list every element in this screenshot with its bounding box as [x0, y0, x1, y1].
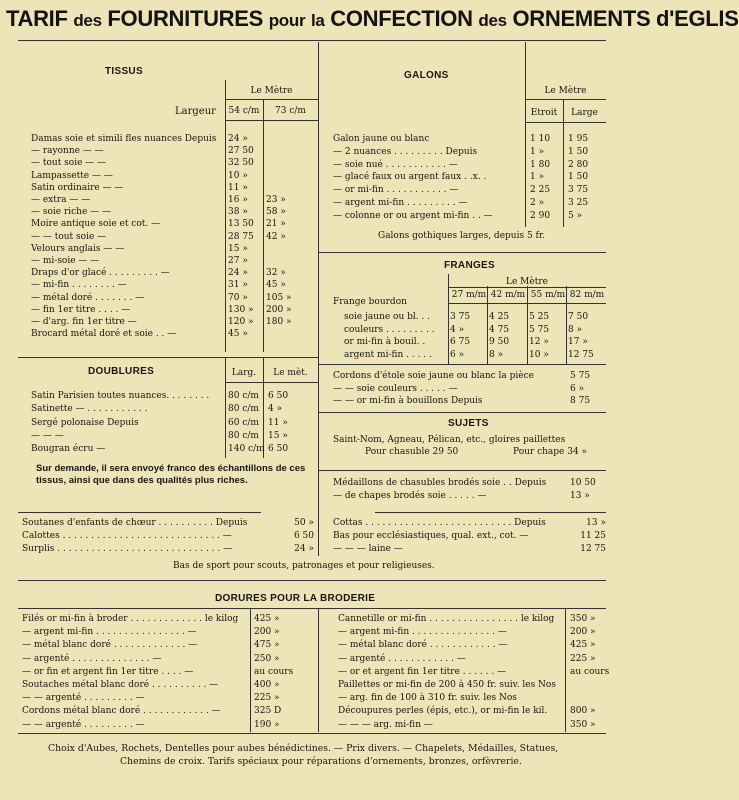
dorures-row-label: — arg. fin de 100 à 310 fr. suiv. les Nos	[338, 693, 517, 704]
franges-row-label: or mi-fin à bouil. .	[344, 337, 426, 348]
tissus-row-label: — fin 1er titre . . . . —	[31, 304, 131, 315]
doublures-row-value: 4 »	[268, 404, 283, 415]
tissus-row-value: 42 »	[266, 231, 286, 242]
dorures-row-label: — — argenté . . . . . . . . . —	[22, 693, 145, 704]
tissus-col-rule	[263, 100, 264, 352]
galons-rule	[525, 99, 606, 100]
tissus-row-value: 31 »	[228, 280, 248, 291]
franges-row-value: 5 25	[529, 312, 550, 322]
tissus-row-value: 27 50	[228, 146, 254, 157]
tissus-row-value: 58 »	[266, 207, 286, 218]
franges-col-header: 27 m/m	[451, 290, 487, 300]
dorures-row-label: — — argenté . . . . . . . . . —	[22, 719, 145, 730]
galons-row-value: 2 »	[530, 198, 545, 208]
tissus-row-value: 23 »	[266, 195, 286, 205]
tissus-row-value: 16 »	[228, 195, 248, 205]
dorures-row-label: Cordons métal blanc doré . . . . . . . . . . . . —	[22, 706, 221, 717]
section-rule	[318, 412, 606, 413]
tissus-row-value: 45 »	[228, 329, 248, 340]
dorures-row-label: Paillettes or mi-fin de 200 à 450 fr. suiv. les Nos	[338, 680, 556, 690]
galons-row-value: 1 80	[530, 159, 551, 170]
franges-row-label: couleurs . . . . . . . . .	[344, 324, 435, 335]
dorures-row-value: 225 »	[254, 693, 280, 704]
dorures-row-value: 475 »	[254, 640, 280, 651]
tissus-row-value: 27 »	[228, 256, 248, 266]
column-divider	[318, 608, 319, 732]
galons-row-value: 1 10	[530, 134, 551, 144]
doublures-row-label: Sergé polonaise Depuis	[31, 417, 139, 428]
galons-row-label: — soie nué . . . . . . . . . . . —	[333, 159, 458, 170]
franges-row-value: 6 »	[450, 349, 465, 360]
franges-row-value: 6 75	[450, 337, 471, 348]
misc-row-value: 50 »	[294, 518, 314, 528]
doublures-heading: DOUBLURES	[88, 366, 155, 377]
dorures-row-label: — métal blanc doré . . . . . . . . . . . . —	[338, 640, 508, 651]
tissus-row-label: — tout soie — —	[31, 158, 107, 169]
galons-row-label: — glacé faux ou argent faux . .x. .	[333, 172, 487, 183]
dorures-row-value: 225 »	[570, 653, 596, 664]
franges-row-value: 7 50	[568, 312, 589, 322]
galons-row-value: 2 90	[530, 210, 551, 221]
galons-row-value: 5 »	[568, 210, 583, 221]
tissus-row-value: 24 »	[228, 268, 248, 279]
tissus-row-value: 200 »	[266, 304, 292, 315]
tissus-row-value: 45 »	[266, 280, 286, 291]
tissus-row-value: 70 »	[228, 292, 248, 303]
section-rule	[18, 580, 606, 581]
title-word: des	[73, 11, 102, 30]
title-rule	[18, 40, 606, 41]
column-divider	[318, 42, 319, 512]
sujets-row-label: Médaillons de chasubles brodés soie . . Depuis	[333, 478, 547, 488]
franges-col-header: 42 m/m	[490, 290, 526, 300]
tissus-row-value: 10 »	[228, 170, 248, 181]
galons-row-label: — colonne or ou argent mi-fin . . —	[333, 210, 493, 221]
tissus-row-value: 105 »	[266, 292, 292, 303]
doublures-row-label: — — —	[31, 430, 64, 441]
galons-row-value: 1 »	[530, 172, 545, 183]
galons-rule	[525, 122, 606, 123]
section-rule	[318, 364, 606, 365]
franges-col-header: 55 m/m	[530, 290, 566, 300]
tissus-row-value: 28 75	[228, 231, 254, 242]
galons-row-value: 2 80	[568, 159, 589, 170]
franges-row-value: 17 »	[568, 337, 588, 348]
franges-row-value: 8 »	[568, 324, 583, 335]
dorures-row-value: au cours	[570, 666, 610, 677]
sujets-row-value: 10 50	[570, 478, 596, 488]
title-word: CONFECTION	[330, 6, 473, 31]
tissus-col-header: 73 c/m	[275, 106, 306, 116]
tissus-row-value: 120 »	[228, 317, 254, 327]
dorures-row-label: — argent mi-fin . . . . . . . . . . . . . . . —	[338, 627, 507, 638]
cordons-row-label: Cordons d'étole soie jaune ou blanc la pièce	[333, 371, 534, 381]
title-word: la	[310, 11, 325, 30]
page-title	[0, 0, 739, 40]
tissus-row-value: 180 »	[266, 317, 292, 327]
doublures-row-value: 6 50	[268, 444, 289, 455]
franges-intro: Frange bourdon	[333, 297, 407, 307]
section-rule	[18, 733, 606, 734]
doublures-row-value: 80 c/m	[228, 430, 259, 441]
doublures-row-value: 80 c/m	[228, 404, 259, 415]
dorures-row-value: 350 »	[570, 614, 596, 624]
tissus-row-value: 11 »	[228, 182, 248, 193]
tissus-row-label: Brocard métal doré et soie . . —	[31, 329, 177, 340]
franges-row-value: 5 75	[529, 324, 550, 335]
doublures-col-header: Larg.	[231, 368, 257, 378]
dorures-row-value: 400 »	[254, 680, 280, 690]
dorures-row-label: — argenté . . . . . . . . . . . . . . —	[22, 653, 162, 664]
dorures-row-value: 325 D	[254, 706, 282, 717]
section-rule	[18, 357, 318, 358]
doublures-col-header: Le mèt.	[273, 368, 308, 378]
dorures-row-value: 200 »	[254, 627, 280, 638]
dorures-row-label: — métal blanc doré . . . . . . . . . . . . . —	[22, 640, 198, 651]
tissus-row-value: 32 50	[228, 158, 254, 169]
doublures-row-value: 15 »	[268, 430, 288, 441]
sujets-heading: SUJETS	[448, 418, 489, 429]
section-rule	[318, 252, 606, 253]
misc-row-label: — — — laine —	[333, 544, 403, 554]
dorures-row-value: 190 »	[254, 719, 280, 730]
misc-row-label: Bas pour ecclésiastiques, qual. ext., cot. —	[333, 531, 529, 541]
franges-row-value: 4 25	[489, 312, 510, 322]
galons-row-value: 2 25	[530, 185, 551, 196]
galons-row-value: 3 75	[568, 185, 589, 196]
footer-line: Choix d'Aubes, Rochets, Dentelles pour aubes bénédictines. — Prix divers. — Chapelets, Médailles, Statues,	[48, 743, 559, 754]
galons-row-value: 1 50	[568, 146, 589, 157]
tissus-row-label: Draps d'or glacé . . . . . . . . . —	[31, 268, 170, 279]
tissus-row-label: — — tout soie —	[31, 231, 107, 242]
galons-unit: Le Mètre	[544, 86, 587, 96]
galons-heading: GALONS	[404, 70, 449, 81]
dorures-col-rule	[250, 608, 251, 732]
tissus-row-label: Lampassette — —	[31, 170, 113, 181]
sujets-row-label: — de chapes brodés soie . . . . . —	[333, 491, 487, 501]
cordons-row-value: 8 75	[570, 396, 591, 407]
dorures-row-label: Découpures perles (épis, etc.), or mi-fin le kil.	[338, 706, 548, 717]
tissus-row-label: Satin ordinaire — —	[31, 182, 124, 193]
tissus-rule	[225, 120, 318, 121]
sujets-price: Pour chape 34 »	[513, 447, 588, 457]
dorures-row-value: 425 »	[254, 614, 280, 624]
title-word: d'EGLIS	[656, 6, 739, 31]
franges-heading: FRANGES	[444, 260, 495, 271]
franges-row-label: argent mi-fin . . . . .	[344, 349, 432, 360]
galons-row-value: 1 95	[568, 134, 589, 144]
dorures-row-label: — or et argent fin 1er titre . . . . . . —	[338, 666, 507, 677]
franges-row-value: 8 »	[489, 349, 504, 360]
section-rule	[318, 470, 606, 471]
footer-line: Chemins de croix. Tarifs spéciaux pour réparations d'ornements, bronzes, orfèvrerie.	[120, 756, 522, 767]
tissus-row-label: — extra — —	[31, 195, 91, 205]
doublures-rule	[225, 382, 318, 383]
tissus-row-value: 38 »	[228, 207, 248, 218]
sujets-line: Saint-Nom, Agneau, Pélican, etc., gloires paillettes	[333, 435, 566, 445]
galons-row-label: — or mi-fin . . . . . . . . . . . —	[333, 185, 459, 196]
doublures-row-value: 6 50	[268, 391, 289, 401]
dorures-row-label: — or fin et argent fin 1er titre . . . . —	[22, 666, 194, 677]
dorures-col-rule	[565, 608, 566, 732]
title-word: FOURNITURES	[107, 6, 264, 31]
tissus-row-label: Damas soie et simili fles nuances Depuis	[31, 134, 217, 144]
dorures-row-label: — argenté . . . . . . . . . . . . —	[338, 653, 466, 664]
cordons-row-value: 5 75	[570, 371, 591, 381]
dorures-row-label: Soutaches métal blanc doré . . . . . . . . . . —	[22, 680, 219, 690]
column-divider	[318, 512, 319, 556]
tissus-rule	[225, 99, 318, 100]
title-word: TARIF	[6, 6, 68, 31]
cordons-row-value: 6 »	[570, 383, 585, 394]
dorures-row-label: — argent mi-fin . . . . . . . . . . . . . . . . —	[22, 627, 197, 638]
tissus-unit: Le Mètre	[250, 86, 293, 96]
section-rule	[18, 512, 261, 513]
franges-row-value: 9 50	[489, 337, 510, 348]
section-rule	[375, 512, 606, 513]
galons-row-label: — 2 nuances . . . . . . . . . Depuis	[333, 146, 478, 157]
bas-note: Bas de sport pour scouts, patronages et pour religieuses.	[173, 561, 435, 571]
galons-row-value: 3 25	[568, 198, 589, 208]
doublures-note: Sur demande, il sera envoyé franco des échantillons de ces tissus, ainsi que dans des qualités plus riches.	[36, 463, 306, 486]
title-word: des	[478, 11, 507, 30]
tissus-row-label: — métal doré . . . . . . . —	[31, 292, 145, 303]
franges-col-header: 82 m/m	[569, 290, 605, 300]
galons-row-label: — argent mi-fin . . . . . . . . . —	[333, 198, 468, 208]
tissus-col-header: 54 c/m	[228, 106, 260, 116]
franges-row-value: 12 »	[529, 337, 549, 348]
tissus-row-label: — rayonne — —	[31, 146, 104, 157]
misc-row-value: 6 50	[293, 531, 314, 541]
cordons-row-label: — — or mi-fin à bouillons Depuis	[333, 396, 483, 407]
galons-col-header: Etroit	[530, 108, 558, 118]
franges-row-label: soie jaune ou bl. . .	[344, 312, 431, 322]
misc-row-value: 13 »	[586, 518, 606, 528]
franges-row-value: 4 »	[450, 324, 465, 335]
section-rule	[18, 608, 606, 609]
tissus-row-label: Moire antique soie et cot. —	[31, 219, 161, 230]
tissus-row-label: — mi-fin . . . . . . . . —	[31, 280, 127, 291]
franges-row-value: 12 75	[568, 349, 594, 360]
tissus-row-label: — mi-soie — —	[31, 256, 100, 266]
tissus-row-value: 21 »	[266, 219, 286, 230]
franges-rule	[448, 287, 606, 288]
galons-col-rule	[525, 42, 526, 227]
doublures-row-value: 11 »	[268, 417, 288, 428]
doublures-row-value: 80 c/m	[228, 391, 259, 401]
tissus-row-label: — soie riche — —	[31, 207, 112, 218]
misc-row-value: 12 75	[580, 544, 606, 554]
tissus-row-value: 24 »	[228, 134, 248, 144]
dorures-row-value: 350 »	[570, 719, 596, 730]
tissus-row-label: Velours anglais — —	[31, 243, 125, 254]
galons-row-value: 1 »	[530, 146, 545, 157]
doublures-row-value: 140 c/m	[228, 444, 265, 455]
dorures-row-value: au cours	[254, 666, 294, 677]
tissus-row-value: 13 50	[228, 219, 254, 230]
misc-row-label: Cottas . . . . . . . . . . . . . . . . . . . . . . . . . . Depuis	[333, 518, 546, 528]
dorures-row-value: 200 »	[570, 627, 596, 638]
tissus-largeur-label: Largeur	[175, 106, 216, 117]
franges-row-value: 10 »	[529, 349, 549, 360]
franges-rule	[448, 303, 606, 304]
dorures-heading: DORURES POUR LA BRODERIE	[215, 593, 376, 604]
dorures-row-label: — — — arg. mi-fin —	[338, 719, 433, 730]
dorures-row-value: 250 »	[254, 653, 280, 664]
franges-col-rule	[527, 286, 528, 364]
franges-row-value: 4 75	[489, 324, 510, 335]
doublures-row-label: Satin Parisien toutes nuances. . . . . . . .	[31, 391, 210, 401]
misc-row-value: 11 25	[580, 531, 606, 541]
doublures-row-label: Satinette — . . . . . . . . . . .	[31, 404, 148, 415]
misc-row-label: Calottes . . . . . . . . . . . . . . . . . . . . . . . . . . . . —	[22, 531, 232, 541]
galons-col-header: Large	[571, 108, 598, 118]
franges-row-value: 3 75	[450, 312, 471, 322]
misc-row-label: Soutanes d'enfants de chœur . . . . . . . . . . Depuis	[22, 518, 248, 528]
cordons-row-label: — — soie couleurs . . . . . —	[333, 383, 458, 394]
galons-note: Galons gothiques larges, depuis 5 fr.	[378, 231, 546, 241]
dorures-row-label: Cannetille or mi-fin . . . . . . . . . . . . . . . . le kilog	[338, 614, 555, 624]
tissus-row-value: 130 »	[228, 304, 254, 315]
sujets-row-value: 13 »	[570, 491, 590, 501]
dorures-row-value: 425 »	[570, 640, 596, 651]
galons-row-value: 1 50	[568, 172, 589, 183]
misc-row-value: 24 »	[294, 544, 314, 554]
dorures-row-value: 800 »	[570, 706, 596, 717]
sujets-price: Pour chasuble 29 50	[365, 447, 459, 457]
tissus-row-label: — d'arg. fin 1er titre —	[31, 317, 137, 327]
misc-row-label: Surplis . . . . . . . . . . . . . . . . . . . . . . . . . . . . . —	[22, 544, 233, 554]
tissus-heading: TISSUS	[105, 66, 143, 77]
dorures-row-label: Filés or mi-fin à broder . . . . . . . . . . . . . le kilog	[22, 614, 239, 624]
galons-col-rule	[563, 100, 564, 227]
title-word: pour	[268, 11, 306, 30]
tissus-row-value: 32 »	[266, 268, 286, 279]
tissus-row-value: 15 »	[228, 243, 248, 254]
galons-row-label: Galon jaune ou blanc	[333, 134, 430, 144]
doublures-row-label: Bougran écru —	[31, 444, 106, 455]
franges-unit: Le Mètre	[506, 277, 548, 287]
doublures-row-value: 60 c/m	[228, 417, 259, 428]
title-word: ORNEMENTS	[512, 6, 651, 31]
